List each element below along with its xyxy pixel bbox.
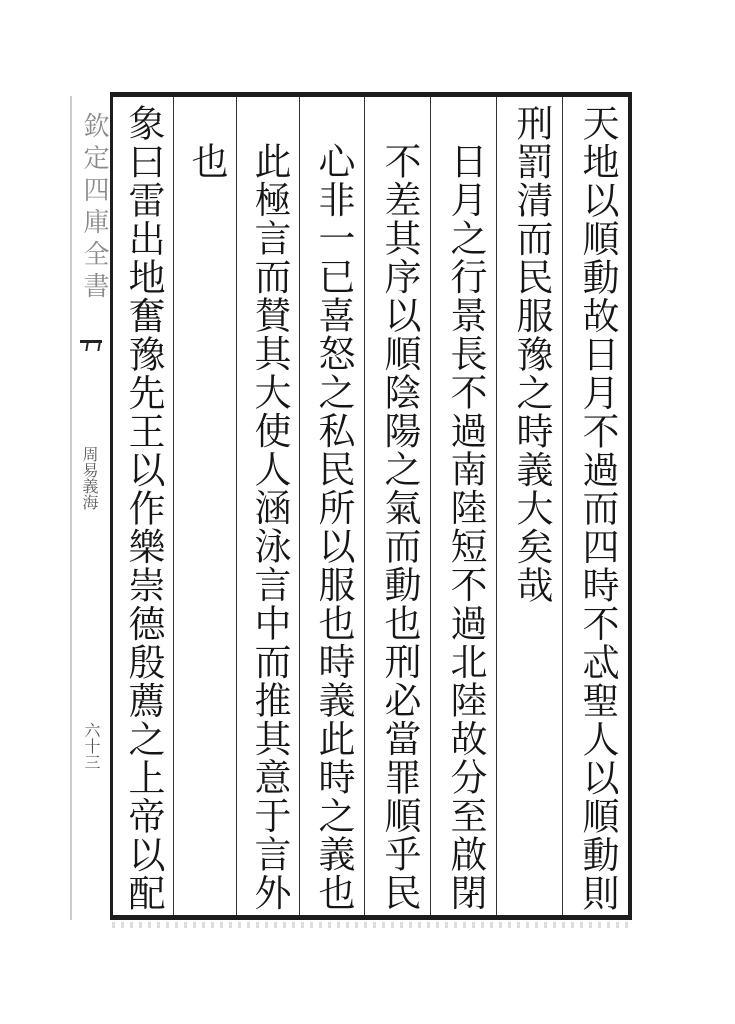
text-column-3: 日月之行景長不過南陸短不過北陸故分至啟閉 — [444, 142, 487, 912]
column-rule — [364, 97, 365, 915]
fish-tail-mark — [80, 340, 102, 357]
column-rule — [430, 97, 431, 915]
text-column-4: 不差其序以順陰陽之氣而動也刑必當罪順乎民 — [378, 142, 421, 912]
column-rule — [562, 97, 563, 915]
margin-book-title: 欽定四庫全書 — [79, 112, 109, 304]
frame-left-border — [110, 92, 113, 920]
bottom-edge-marks — [112, 922, 630, 928]
text-column-7: 也 — [185, 142, 228, 181]
text-column-8: 象曰雷出地奮豫先王以作樂崇德殷薦之上帝以配 — [122, 104, 165, 913]
text-column-5: 心非一已喜怒之私民所以服也時義此時之義也 — [312, 142, 355, 912]
column-rule — [299, 97, 300, 915]
column-rule — [496, 97, 497, 915]
margin-page-number: 六十三 — [82, 722, 101, 770]
text-column-1: 天地以順動故日月不過而四時不忒聖人以順動則 — [576, 104, 619, 913]
text-column-2: 刑罰清而民服豫之時義大矣哉 — [510, 104, 553, 605]
column-rule — [236, 97, 237, 915]
margin-volume-label: 周易義海 — [80, 446, 99, 510]
column-rule — [173, 97, 174, 915]
text-column-6: 此極言而賛其大使人涵泳言中而推其意于言外 — [248, 142, 291, 912]
